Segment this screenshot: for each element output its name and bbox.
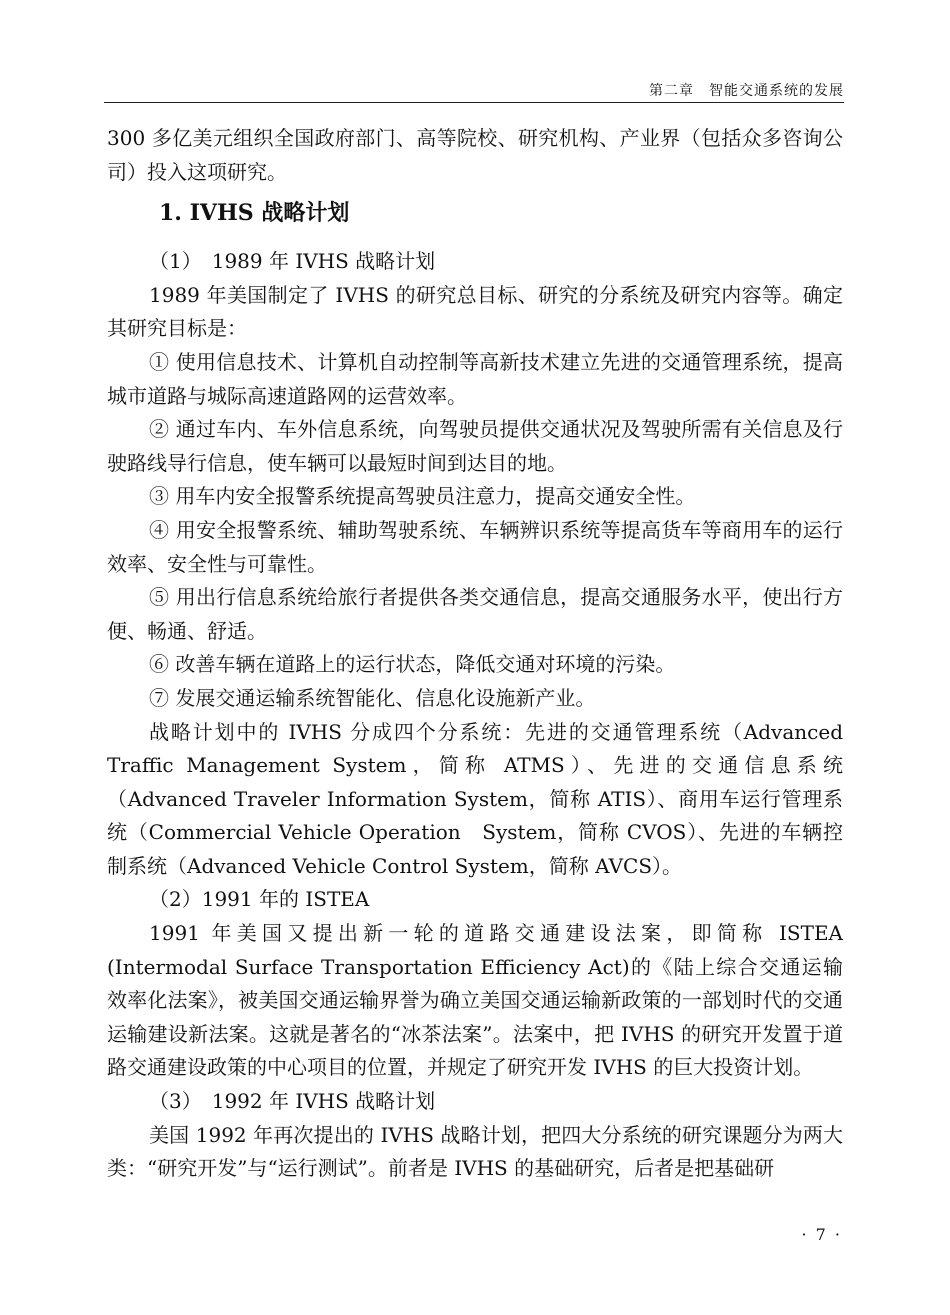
goal-item-2: ② 通过车内、车外信息系统，向驾驶员提供交通状况及驾驶所需有关信息及行驶路线导行信息，使车辆可以最短时间到达目的地。	[107, 417, 843, 475]
goal-item-6: ⑥ 改善车辆在道路上的运行状态，降低交通对环境的污染。	[149, 652, 676, 677]
subsection-heading-1989: （1） 1989 年 IVHS 战略计划	[149, 249, 436, 274]
paragraph-1992-plan: 美国 1992 年再次提出的 IVHS 战略计划，把四大分系统的研究课题分为两大类：“研究开发”与“运行测试”。前者是 IVHS 的基础研究，后者是把基础研	[107, 1122, 843, 1181]
goal-item-1: ① 使用信息技术、计算机自动控制等高新技术建立先进的交通管理系统，提高城市道路与城际高速道路网的运营效率。	[107, 349, 843, 408]
page-body	[107, 122, 843, 1186]
paragraph-istea: 1991 年美国又提出新一轮的道路交通建设法案，即简称 ISTEA (Intermodal Surface Transportation Efficiency Act)的《陆上综合交通运输效率化法案》，被美国交通运输界誉为确立美国交通运输新政策的一部划时代的交通运输建设新法案。这就是著名的“冰茶法案”。法案中，把 IVHS 的研究开发置于道路交通建设政策的中心项目的位置，并规定了研究开发 IVHS 的巨大投资计划。	[107, 921, 843, 1080]
goal-item-3: ③ 用车内安全报警系统提高驾驶员注意力，提高交通安全性。	[149, 484, 696, 509]
running-header	[104, 78, 844, 103]
goal-item-5: ⑤ 用出行信息系统给旅行者提供各类交通信息，提高交通服务水平，使出行方便、畅通、舒适。	[107, 585, 843, 643]
paragraph-1989-goals: 1989 年美国制定了 IVHS 的研究总目标、研究的分系统及研究内容等。确定其研究目标是：	[107, 282, 843, 341]
paragraph-subsystems: 战略计划中的 IVHS 分成四个分系统：先进的交通管理系统（Advanced Traffic Management System，简称 ATMS）、先进的交通信息系统（Advanced Traveler Information System，简称 ATIS）、商用车运行管理系统（Commercial Vehicle Operation System，简称 CVOS）、先进的车辆控制系统（Advanced Vehicle Control System，简称 AVCS）。	[107, 719, 843, 878]
page-number: · 7 ·	[801, 1225, 842, 1244]
section-heading: 1. IVHS 战略计划	[159, 200, 350, 227]
subsection-heading-1991: （2）1991 年的 ISTEA	[149, 887, 370, 912]
goal-item-4: ④ 用安全报警系统、辅助驾驶系统、车辆辨识系统等提高货车等商用车的运行效率、安全性与可靠性。	[107, 517, 843, 576]
goal-item-7: ⑦ 发展交通运输系统智能化、信息化设施新产业。	[149, 685, 596, 710]
chapter-title: 第二章 智能交通系统的发展	[649, 83, 844, 99]
paragraph-continuation: 300 多亿美元组织全国政府部门、高等院校、研究机构、产业界（包括众多咨询公司）投入这项研究。	[107, 126, 843, 184]
subsection-heading-1992: （3） 1992 年 IVHS 战略计划	[149, 1089, 436, 1114]
